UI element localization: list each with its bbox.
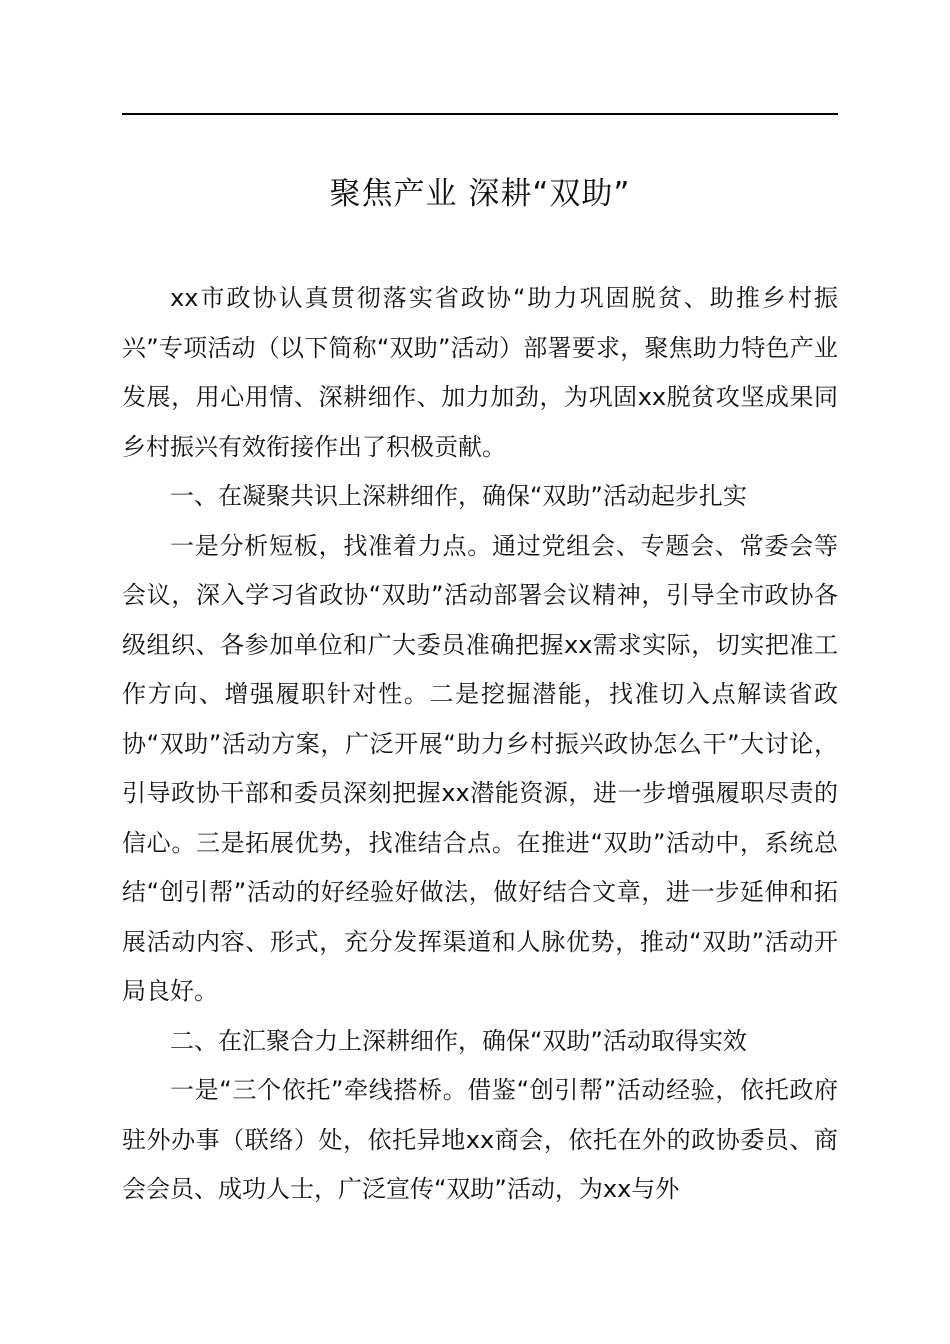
- document-title: 聚焦产业 深耕“双助”: [329, 176, 631, 212]
- document-body: [122, 274, 838, 1215]
- section-1-paragraph: 一是分析短板，找准着力点。通过党组会、专题会、常委会等会议，深入学习省政协“双助”活动部署会议精神，引导全市政协各级组织、各参加单位和广大委员准确把握xx需求实际，切实把准工作方向、增强履职针对性。二是挖掘潜能，找准切入点解读省政协“双助”活动方案，广泛开展“助力乡村振兴政协怎么干”大讨论，引导政协干部和委员深刻把握xx潜能资源，进一步增强履职尽责的信心。三是拓展优势，找准结合点。在推进“双助”活动中，系统总结“创引帮”活动的好经验好做法，做好结合文章，进一步延伸和拓展活动内容、形式，充分发挥渠道和人脉优势，推动“双助”活动开局良好。: [122, 531, 838, 1005]
- header-rule: [122, 113, 838, 115]
- section-2-paragraph: 一是“三个依托”牵线搭桥。借鉴“创引帮”活动经验，依托政府驻外办事（联络）处，依托异地xx商会，依托在外的政协委员、商会会员、成功人士，广泛宣传“双助”活动，为xx与外: [122, 1076, 838, 1203]
- section-heading-2: 二、在汇聚合力上深耕细作，确保“双助”活动取得实效: [170, 1026, 747, 1055]
- intro-paragraph: xx市政协认真贯彻落实省政协“助力巩固脱贫、助推乡村振兴”专项活动（以下简称“双助”活动）部署要求，聚焦助力特色产业发展，用心用情、深耕细作、加力加劲，为巩固xx脱贫攻坚成果同乡村振兴有效衔接作出了积极贡献。: [122, 284, 838, 461]
- section-heading-1: 一、在凝聚共识上深耕细作，确保“双助”活动起步扎实: [170, 482, 747, 510]
